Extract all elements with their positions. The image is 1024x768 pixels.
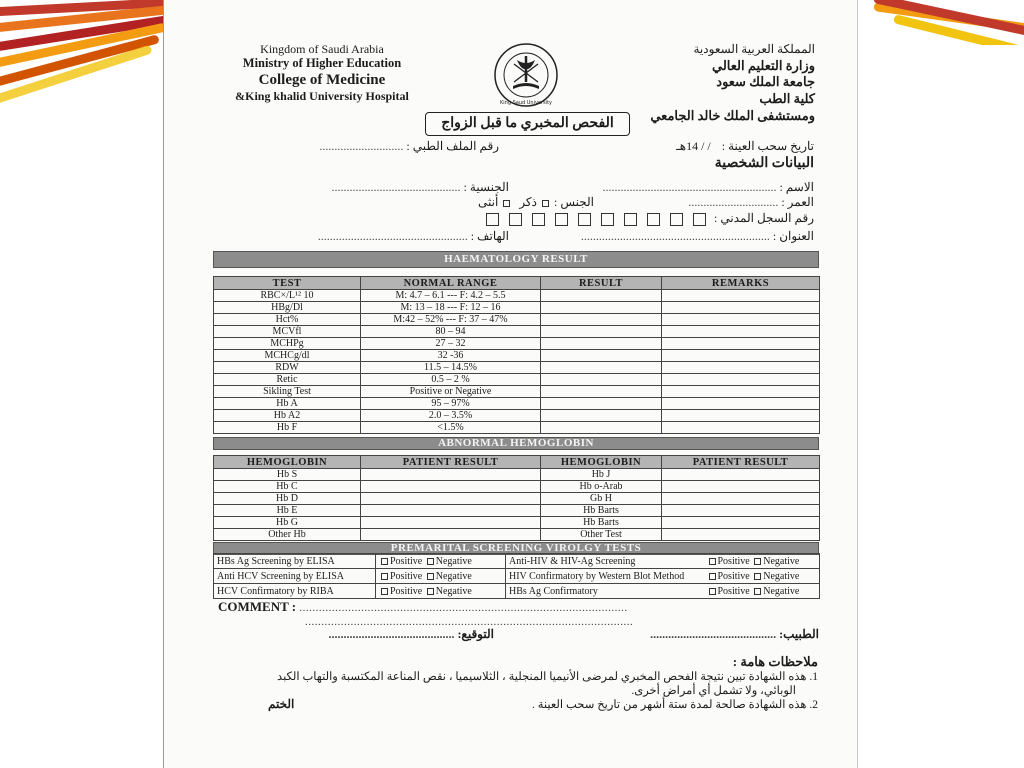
haem-range: 32 -36 <box>361 350 541 362</box>
civil-id-boxes[interactable] <box>481 211 711 225</box>
file-no-input[interactable]: ............................ <box>319 139 404 153</box>
haem-remarks-cell[interactable] <box>662 338 820 350</box>
vir-options-left <box>376 584 506 599</box>
abnormal-hemoglobin-band: ABNORMAL HEMOGLOBIN <box>213 437 819 450</box>
haem-result-cell[interactable] <box>541 398 662 410</box>
haem-result-cell[interactable] <box>541 350 662 362</box>
address-input[interactable]: ............................................................... <box>580 229 770 243</box>
address-row <box>581 229 814 244</box>
haem-test: MCVfl <box>214 326 361 338</box>
vir-right-positive-label: Positive <box>717 585 750 597</box>
haem-remarks-cell[interactable] <box>662 314 820 326</box>
haem-test: Hb A <box>214 398 361 410</box>
signature-label: التوقيع: <box>457 627 494 641</box>
haem-range: 27 – 32 <box>361 338 541 350</box>
vir-options-left <box>376 569 506 584</box>
civil-id-label: رقم السجل المدني : <box>714 211 814 225</box>
note-1: 1. هذه الشهادة تبين نتيجة الفحص المخبري لمرضى الأنيميا المنجلية ، الثلاسيميا ، نقص المناعة المكتسبة والتهاب الكبد <box>277 671 818 683</box>
civil-id-row <box>481 211 814 226</box>
haem-remarks-cell[interactable] <box>662 386 820 398</box>
vir-test-left: HBs Ag Screening by ELISA <box>214 554 376 569</box>
gender-female-label: أنثى <box>478 195 499 209</box>
haem-range: 2.0 – 3.5% <box>361 410 541 422</box>
haem-range: Positive or Negative <box>361 386 541 398</box>
haem-range: 80 – 94 <box>361 326 541 338</box>
haem-row <box>214 422 820 434</box>
haem-remarks-cell[interactable] <box>662 410 820 422</box>
haem-test: HBg/Dl <box>214 302 361 314</box>
abn-header-result-left: PATIENT RESULT <box>361 456 541 469</box>
vir-right-positive-checkbox[interactable] <box>709 573 716 580</box>
abn-hb-right: Hb Barts <box>541 505 662 517</box>
haem-result-cell[interactable] <box>541 362 662 374</box>
haem-range: 11.5 – 14.5% <box>361 362 541 374</box>
haem-remarks-cell[interactable] <box>662 350 820 362</box>
notes-title: ملاحظات هامة : <box>732 654 818 669</box>
abn-row <box>214 505 820 517</box>
address-label: العنوان : <box>772 229 814 243</box>
header-hospital: &King khalid University Hospital <box>235 89 409 104</box>
doctor-row <box>650 627 819 642</box>
gender-male-label: ذكر <box>519 195 537 209</box>
virology-row <box>214 569 820 584</box>
form-title: الفحص المخبري ما قبل الزواج <box>425 112 630 136</box>
vir-test-left: Anti HCV Screening by ELISA <box>214 569 376 584</box>
abn-result-left[interactable] <box>361 529 541 541</box>
abn-result-right[interactable] <box>662 481 820 493</box>
vir-test-right: HBs Ag Confirmatory <box>506 584 704 599</box>
haem-row <box>214 338 820 350</box>
vir-right-negative-label: Negative <box>763 570 800 582</box>
haem-range: M: 4.7 – 6.1 --- F: 4.2 – 5.5 <box>361 290 541 302</box>
slide-decoration-right <box>874 0 1024 45</box>
nationality-input[interactable]: ........................................... <box>331 180 461 194</box>
comment-line-2[interactable]: ..................................................................................................... <box>305 616 634 628</box>
abn-result-left[interactable] <box>361 517 541 529</box>
header-ministry: Ministry of Higher Education <box>242 56 402 71</box>
vir-left-negative-label: Negative <box>435 585 472 597</box>
header-english <box>222 42 422 104</box>
haem-row <box>214 290 820 302</box>
sample-date-row <box>676 139 814 154</box>
vir-left-negative-label: Negative <box>435 555 472 567</box>
abn-hb-right: Hb Barts <box>541 517 662 529</box>
abn-hb-left: Hb C <box>214 481 361 493</box>
abn-hb-right: Hb J <box>541 469 662 481</box>
vir-right-negative-checkbox[interactable] <box>754 588 761 595</box>
abn-hb-right: Hb o-Arab <box>541 481 662 493</box>
university-logo <box>493 42 559 108</box>
haematology-band: HAEMATOLOGY RESULT <box>213 251 819 268</box>
header-ar-college: كلية الطب <box>759 91 815 107</box>
vir-left-negative-label: Negative <box>435 570 472 582</box>
haem-test: RDW <box>214 362 361 374</box>
haem-test: Hb A2 <box>214 410 361 422</box>
haem-header-remarks: REMARKS <box>662 277 820 290</box>
abnormal-hemoglobin-table <box>213 455 820 541</box>
haem-remarks-cell[interactable] <box>662 422 820 434</box>
age-input[interactable]: .............................. <box>688 195 779 209</box>
vir-left-positive-label: Positive <box>390 570 423 582</box>
age-row <box>688 195 814 210</box>
abn-result-left[interactable] <box>361 481 541 493</box>
haem-result-cell[interactable] <box>541 326 662 338</box>
nationality-label: الجنسية : <box>463 180 509 194</box>
abn-result-right[interactable] <box>662 469 820 481</box>
vir-options-left <box>376 554 506 569</box>
age-label: العمر : <box>781 195 814 209</box>
haem-result-cell[interactable] <box>541 314 662 326</box>
haem-row <box>214 386 820 398</box>
haem-result-cell[interactable] <box>541 302 662 314</box>
header-ar-hospital: ومستشفى الملك خالد الجامعي <box>650 108 815 124</box>
vir-left-negative-checkbox[interactable] <box>427 573 434 580</box>
name-label: الاسم : <box>779 180 814 194</box>
vir-left-positive-label: Positive <box>390 555 423 567</box>
haem-range: 0.5 – 2 % <box>361 374 541 386</box>
vir-options-right <box>704 584 820 599</box>
header-college: College of Medicine <box>258 72 386 89</box>
sample-date-label: تاريخ سحب العينة : <box>721 139 814 153</box>
virology-row <box>214 584 820 599</box>
haem-test: Sikling Test <box>214 386 361 398</box>
abn-hb-right: Other Test <box>541 529 662 541</box>
note-1-continued: الوبائي، ولا تشمل أي أمراض أخرى. <box>631 685 796 697</box>
file-no-label: رقم الملف الطبي : <box>406 139 499 153</box>
haem-row <box>214 374 820 386</box>
haem-test: MCHCg/dl <box>214 350 361 362</box>
comment-label: COMMENT : <box>218 599 297 614</box>
gender-female-checkbox[interactable] <box>503 200 510 207</box>
nationality-row <box>332 180 509 195</box>
vir-right-positive-checkbox[interactable] <box>709 558 716 565</box>
phone-row <box>318 229 509 244</box>
doctor-label: الطبيب: <box>779 627 819 641</box>
phone-input[interactable]: .................................................. <box>317 229 468 243</box>
vir-options-right <box>704 569 820 584</box>
virology-row <box>214 554 820 569</box>
haem-remarks-cell[interactable] <box>662 326 820 338</box>
vir-test-left: HCV Confirmatory by RIBA <box>214 584 376 599</box>
haem-range: M: 13 – 18 --- F: 12 – 16 <box>361 302 541 314</box>
haem-range: <1.5% <box>361 422 541 434</box>
header-ar-country: المملكة العربية السعودية <box>693 42 815 56</box>
file-no-row <box>319 139 499 154</box>
gender-row <box>478 195 594 210</box>
logo-caption: King Saud University <box>500 100 552 106</box>
vir-right-negative-checkbox[interactable] <box>754 573 761 580</box>
haem-remarks-cell[interactable] <box>662 290 820 302</box>
stamp-label: الختم <box>268 697 295 711</box>
vir-options-right <box>704 554 820 569</box>
abn-row <box>214 517 820 529</box>
vir-right-positive-label: Positive <box>717 555 750 567</box>
vir-right-positive-label: Positive <box>717 570 750 582</box>
haem-range: 95 – 97% <box>361 398 541 410</box>
abn-row <box>214 481 820 493</box>
haem-remarks-cell[interactable] <box>662 302 820 314</box>
doctor-input[interactable]: .......................................... <box>650 627 777 641</box>
virology-band: PREMARITAL SCREENING VIROLGY TESTS <box>213 542 819 555</box>
vir-left-positive-checkbox[interactable] <box>381 588 388 595</box>
abn-hb-left: Hb E <box>214 505 361 517</box>
abn-header-result-right: PATIENT RESULT <box>662 456 820 469</box>
header-ar-university: جامعة الملك سعود <box>716 74 815 90</box>
haem-remarks-cell[interactable] <box>662 374 820 386</box>
header-arabic <box>640 42 815 125</box>
haem-row <box>214 326 820 338</box>
haematology-table <box>213 276 820 434</box>
haem-row <box>214 314 820 326</box>
abn-row <box>214 469 820 481</box>
vir-left-positive-checkbox[interactable] <box>381 558 388 565</box>
haem-test: Retic <box>214 374 361 386</box>
abn-result-left[interactable] <box>361 505 541 517</box>
haem-result-cell[interactable] <box>541 374 662 386</box>
vir-right-negative-label: Negative <box>763 585 800 597</box>
haem-header-range: NORMAL RANGE <box>361 277 541 290</box>
vir-left-negative-checkbox[interactable] <box>427 588 434 595</box>
haem-test: RBC×/L¹² 10 <box>214 290 361 302</box>
gender-male-checkbox[interactable] <box>542 200 549 207</box>
haem-test: Hb F <box>214 422 361 434</box>
abn-result-right[interactable] <box>662 505 820 517</box>
abn-result-left[interactable] <box>361 493 541 505</box>
haem-header-result: RESULT <box>541 277 662 290</box>
haem-row <box>214 398 820 410</box>
haem-range: M:42 – 52% --- F: 37 – 47% <box>361 314 541 326</box>
vir-left-positive-label: Positive <box>390 585 423 597</box>
haem-row <box>214 350 820 362</box>
haem-result-cell[interactable] <box>541 338 662 350</box>
name-row <box>602 180 814 195</box>
sample-date-value[interactable]: / / 14هـ <box>676 139 711 153</box>
haem-result-cell[interactable] <box>541 290 662 302</box>
haem-test: Hct% <box>214 314 361 326</box>
phone-label: الهاتف : <box>470 229 509 243</box>
header-country: Kingdom of Saudi Arabia <box>260 42 384 56</box>
haem-header-test: TEST <box>214 277 361 290</box>
abn-result-right[interactable] <box>662 493 820 505</box>
haem-result-cell[interactable] <box>541 422 662 434</box>
abn-result-right[interactable] <box>662 529 820 541</box>
note-2: 2. هذه الشهادة صالحة لمدة ستة أشهر من تاريخ سحب العينة . <box>532 699 818 711</box>
haem-row <box>214 362 820 374</box>
comment-row <box>218 599 628 615</box>
abn-hb-left: Other Hb <box>214 529 361 541</box>
signature-input[interactable]: .......................................... <box>328 627 455 641</box>
vir-test-right: HIV Confirmatory by Western Blot Method <box>506 569 704 584</box>
vir-right-negative-checkbox[interactable] <box>754 558 761 565</box>
slide-decoration-left <box>0 0 165 110</box>
haem-row <box>214 302 820 314</box>
vir-left-negative-checkbox[interactable] <box>427 558 434 565</box>
name-input[interactable]: .......................................................... <box>602 180 777 194</box>
comment-input[interactable]: ..................................................................................................... <box>299 602 628 614</box>
gender-label: الجنس : <box>554 195 594 209</box>
signature-row <box>328 627 494 642</box>
personal-data-heading: البيانات الشخصية <box>714 156 814 171</box>
haem-remarks-cell[interactable] <box>662 398 820 410</box>
haem-remarks-cell[interactable] <box>662 362 820 374</box>
abn-row <box>214 493 820 505</box>
vir-right-positive-checkbox[interactable] <box>709 588 716 595</box>
haem-result-cell[interactable] <box>541 410 662 422</box>
abn-hb-left: Hb S <box>214 469 361 481</box>
abn-header-hemoglobin-right: HEMOGLOBIN <box>541 456 662 469</box>
abn-row <box>214 529 820 541</box>
vir-right-negative-label: Negative <box>763 555 800 567</box>
header-ar-ministry: وزارة التعليم العالي <box>711 57 815 73</box>
vir-left-positive-checkbox[interactable] <box>381 573 388 580</box>
haem-test: MCHPg <box>214 338 361 350</box>
abn-result-left[interactable] <box>361 469 541 481</box>
vir-test-right: Anti-HIV & HIV-Ag Screening <box>506 554 704 569</box>
abn-result-right[interactable] <box>662 517 820 529</box>
abn-hb-left: Hb G <box>214 517 361 529</box>
abn-hb-right: Gb H <box>541 493 662 505</box>
haem-row <box>214 410 820 422</box>
virology-table <box>213 553 820 599</box>
abn-hb-left: Hb D <box>214 493 361 505</box>
haem-result-cell[interactable] <box>541 386 662 398</box>
abn-header-hemoglobin-left: HEMOGLOBIN <box>214 456 361 469</box>
